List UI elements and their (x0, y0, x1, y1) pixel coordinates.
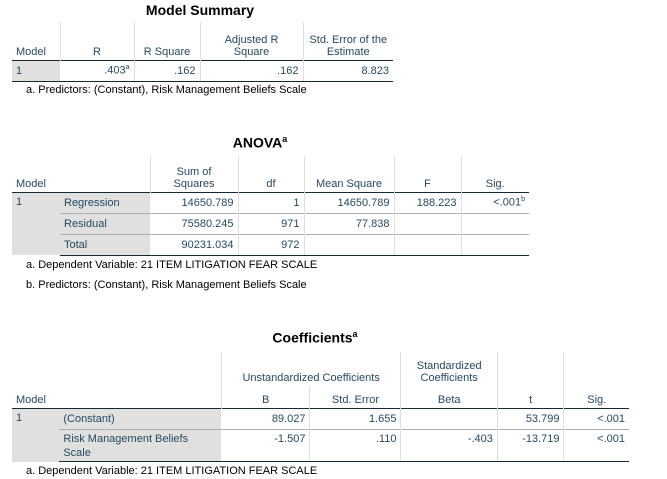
std-error-cell: 1.655 (310, 409, 401, 430)
df-cell: 972 (238, 234, 304, 255)
col-beta: Beta (401, 386, 497, 409)
ms-cell: 14650.789 (304, 192, 394, 213)
col-adj-r-square: Adjusted R Square (200, 22, 303, 60)
col-sig: Sig. (564, 386, 629, 409)
anova-note-b: b. Predictors: (Constant), Risk Management Beliefs Scale (26, 279, 307, 291)
sig-cell (461, 234, 529, 255)
b-cell: -1.507 (221, 430, 310, 462)
model-summary-table (12, 22, 393, 82)
source-cell: Residual (60, 213, 150, 234)
col-std-error: Std. Error of the Estimate (303, 22, 393, 60)
col-df: df (238, 156, 304, 192)
table-row (12, 192, 529, 213)
std-error-cell: .110 (310, 430, 401, 462)
coefficients-table (12, 352, 629, 462)
model-cell: 1 (12, 192, 60, 255)
predictor-cell: Risk Management Beliefs Scale (59, 430, 221, 462)
sig-cell: <.001$^b$ (461, 192, 529, 213)
col-std-error: Std. Error (310, 386, 401, 409)
col-r-square: R Square (134, 22, 200, 60)
anova-header-row (12, 156, 529, 192)
col-b: B (221, 386, 310, 409)
model-summary-title: Model Summary (145, 2, 255, 18)
col-label-spacer (59, 352, 221, 386)
ss-cell: 14650.789 (150, 192, 238, 213)
r-cell: .403$^a$ (60, 60, 134, 81)
beta-cell: -.403 (401, 430, 497, 462)
anova-note-a: a. Dependent Variable: 21 ITEM LITIGATION FEAR SCALE (26, 259, 318, 271)
adj-r-square-cell: .162 (200, 60, 303, 81)
source-cell: Regression (60, 192, 150, 213)
anova-table (12, 156, 529, 256)
model-summary-note-a: a. Predictors: (Constant), Risk Management Beliefs Scale (26, 84, 307, 96)
t-cell: -13.719 (497, 430, 564, 462)
r-square-cell: .162 (134, 60, 200, 81)
model-cell: 1 (12, 60, 60, 81)
source-cell: Total (60, 234, 150, 255)
coefficients-header-row-2 (12, 386, 629, 409)
coefficients-header-row-1 (12, 352, 629, 386)
col-r: R (60, 22, 134, 60)
ms-cell: 77.838 (304, 213, 394, 234)
col-mean-square: Mean Square (304, 156, 394, 192)
col-model-spacer (12, 352, 59, 386)
table-row (12, 430, 629, 462)
ss-cell: 75580.245 (150, 213, 238, 234)
model-summary-header-row (12, 22, 393, 60)
col-f: F (394, 156, 461, 192)
df-cell: 1 (238, 192, 304, 213)
table-row (12, 409, 629, 430)
col-sum-of-squares: Sum of Squares (150, 156, 238, 192)
col-model: Model (16, 177, 46, 190)
f-cell (394, 213, 461, 234)
b-cell: 89.027 (221, 409, 310, 430)
col-model: Model (16, 394, 46, 406)
f-cell (394, 234, 461, 255)
col-unstandardized: Unstandardized Coefficients (221, 352, 401, 386)
col-model: Model (16, 45, 46, 58)
coefficients-title: Coefficients$^a$ (272, 329, 358, 346)
model-cell: 1 (12, 409, 59, 462)
df-cell: 971 (238, 213, 304, 234)
col-sig: Sig. (461, 156, 529, 192)
table-row (12, 213, 529, 234)
table-row (12, 60, 393, 81)
col-sig-spacer (564, 352, 629, 386)
std-error-cell: 8.823 (303, 60, 393, 81)
predictor-cell: (Constant) (59, 409, 221, 430)
t-cell: 53.799 (497, 409, 564, 430)
sig-cell: <.001 (564, 409, 629, 430)
ms-cell (304, 234, 394, 255)
coefficients-note-a: a. Dependent Variable: 21 ITEM LITIGATION FEAR SCALE (26, 465, 318, 477)
ss-cell: 90231.034 (150, 234, 238, 255)
table-row (12, 234, 529, 255)
sig-cell: <.001 (564, 430, 629, 462)
col-standardized: Standardized Coefficients (401, 352, 497, 386)
col-t-spacer (497, 352, 564, 386)
col-source (60, 156, 150, 192)
sig-cell (461, 213, 529, 234)
beta-cell (401, 409, 497, 430)
f-cell: 188.223 (394, 192, 461, 213)
anova-title: ANOVA$^a$ (232, 134, 288, 151)
col-label (59, 386, 221, 409)
col-t: t (497, 386, 564, 409)
